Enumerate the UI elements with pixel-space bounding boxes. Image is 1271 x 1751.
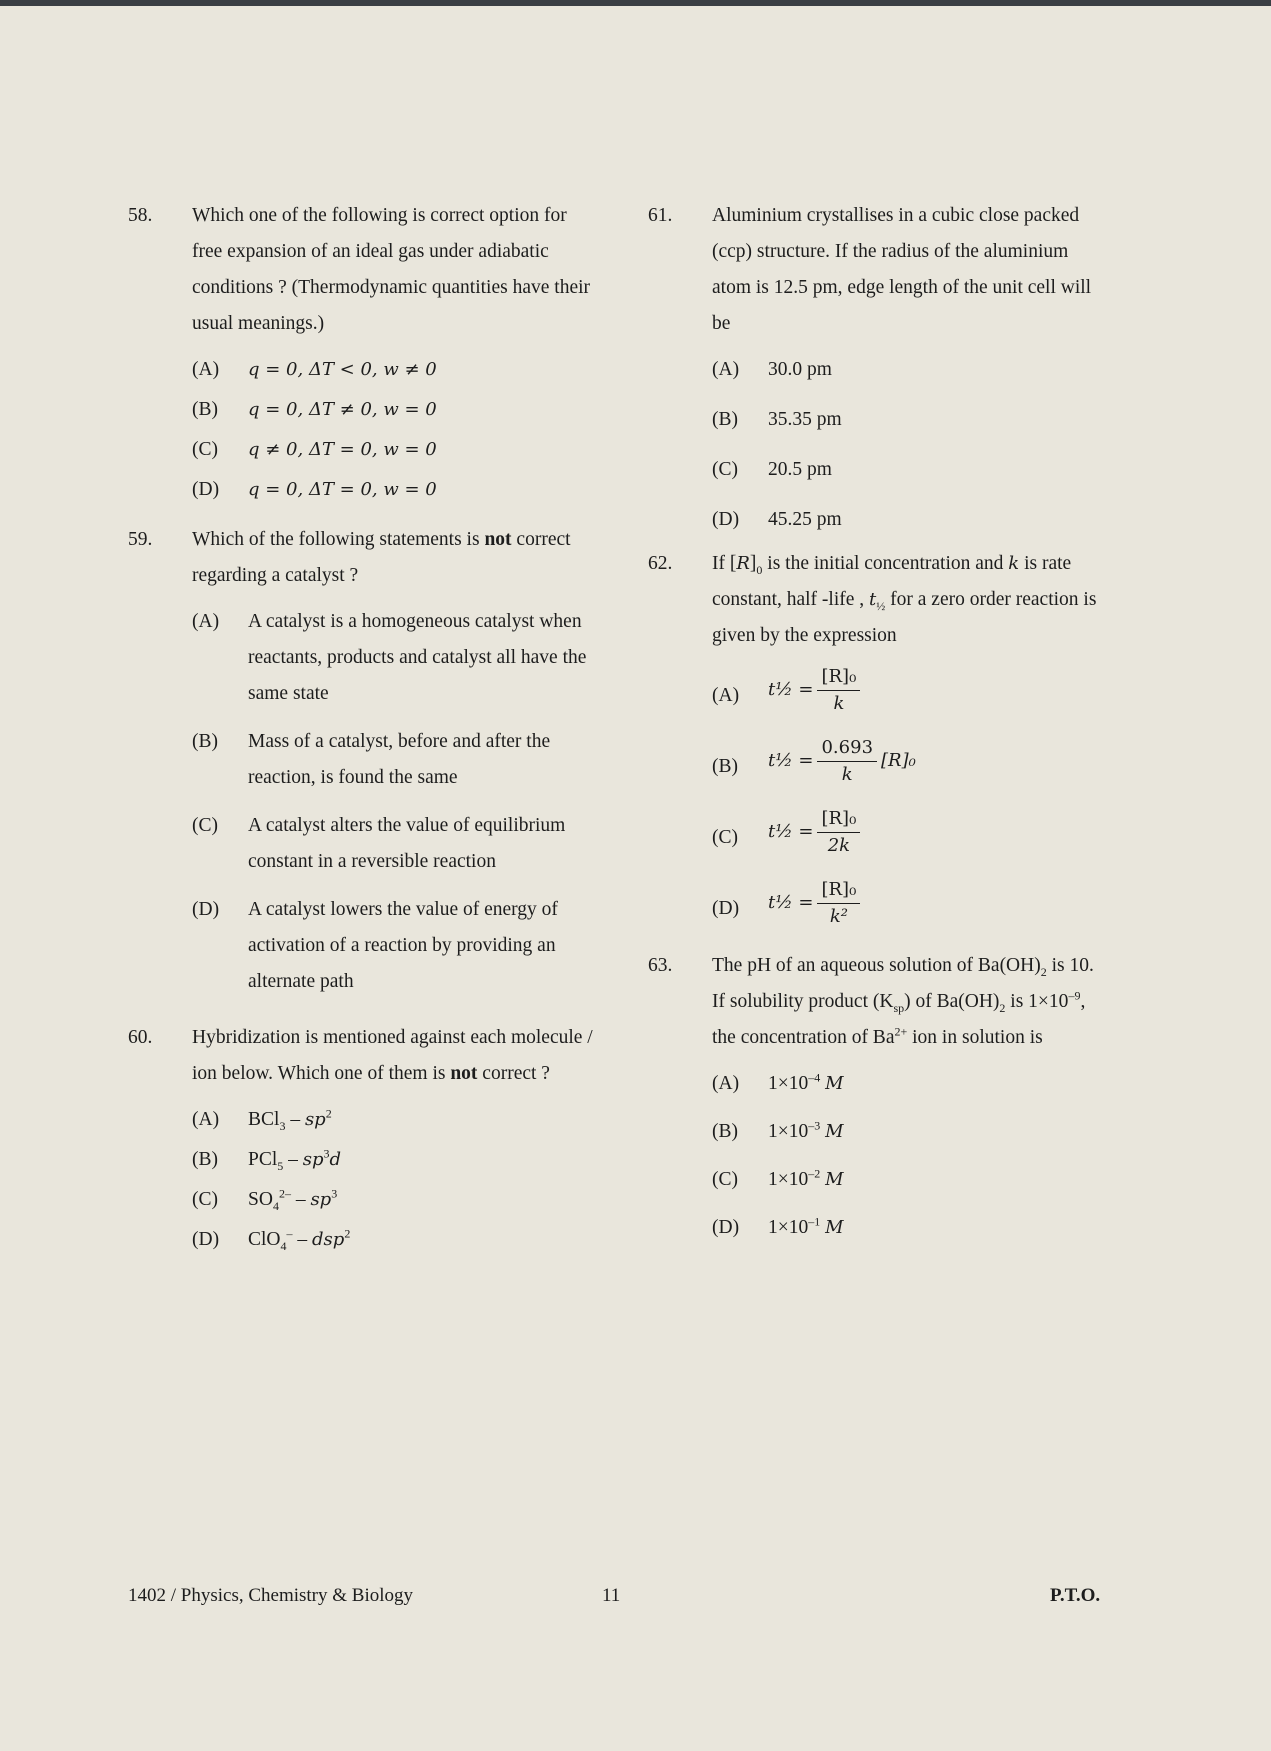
value-exponent: –1	[808, 1214, 821, 1229]
emphasis-not: not	[484, 529, 512, 550]
option-text: Mass of a catalyst, before and after the reaction, is found the same	[248, 731, 551, 788]
equation-lhs: t½ =	[768, 820, 814, 842]
option-label: (A)	[712, 1073, 740, 1094]
option-label: (D)	[192, 1229, 220, 1250]
option-text: q = 0, ΔT < 0, w ≠ 0	[248, 359, 437, 380]
value-base: 1×10	[768, 1121, 809, 1142]
question-63	[648, 948, 1108, 1246]
question-number: 60.	[128, 1027, 153, 1048]
equation-lhs: t½ =	[768, 678, 814, 700]
text-part: ion in solution is	[907, 1027, 1043, 1048]
superscript: 2+	[894, 1024, 908, 1039]
option-label: (D)	[712, 509, 740, 530]
option-b	[192, 724, 598, 796]
hybridization: sp	[302, 1149, 324, 1170]
options	[192, 352, 598, 508]
fraction	[817, 877, 860, 930]
value-base: 1×10	[768, 1217, 809, 1238]
symbol-k: k	[1008, 553, 1020, 574]
option-label: (B)	[712, 756, 738, 777]
equation-lhs: t½ =	[768, 891, 814, 913]
separator: –	[290, 1189, 311, 1210]
option-a	[192, 352, 598, 388]
hybridization-superscript: 2	[325, 1106, 332, 1121]
denominator: k	[841, 764, 853, 785]
option-text: 30.0 pm	[768, 359, 832, 380]
option-c	[192, 1182, 598, 1218]
options	[712, 352, 1108, 538]
text-part: Which of the following statements is	[192, 529, 485, 550]
hybridization: dsp	[312, 1229, 345, 1250]
question-62	[648, 546, 1108, 930]
option-a	[192, 1102, 598, 1138]
value-base: 1×10	[768, 1169, 809, 1190]
question-text	[712, 546, 1108, 654]
subscript-zero: 0	[756, 562, 763, 577]
text-part: Hybridization is mentioned against each molecule / ion below. Which one of them is	[192, 1027, 593, 1084]
option-label: (B)	[192, 399, 218, 420]
text-part: The pH of an aqueous solution of Ba(OH)	[712, 955, 1041, 976]
formula: SO	[248, 1189, 273, 1210]
option-a	[712, 1066, 1108, 1102]
value-unit: M	[825, 1121, 844, 1142]
hybridization: sp	[310, 1189, 332, 1210]
option-label: (A)	[712, 359, 740, 380]
formula-subscript: 5	[277, 1158, 284, 1173]
option-label: (D)	[712, 898, 740, 919]
option-c	[712, 452, 1108, 488]
option-text: A catalyst lowers the value of energy of activation of a reaction by providing an alternate path	[248, 899, 558, 992]
option-label: (C)	[192, 439, 218, 460]
formula-subscript: 4	[272, 1198, 279, 1213]
fraction	[817, 735, 877, 788]
question-number: 58.	[128, 205, 153, 226]
option-d	[192, 892, 598, 1000]
option-a	[712, 352, 1108, 388]
option-c	[712, 806, 1108, 859]
fraction	[817, 664, 860, 717]
text-part: is 10. If solubility product (K	[712, 955, 1094, 1012]
footer-pto: P.T.O.	[1050, 1585, 1101, 1606]
left-column	[128, 198, 598, 1262]
options	[712, 1066, 1108, 1246]
text-part: is the initial concentration and	[762, 553, 1009, 574]
option-label: (C)	[712, 1169, 738, 1190]
question-number: 62.	[648, 553, 673, 574]
numerator: 0.693	[817, 735, 877, 762]
value-base: 1×10	[768, 1073, 809, 1094]
value-exponent: –3	[808, 1118, 821, 1133]
option-label: (D)	[712, 1217, 740, 1238]
option-text: q = 0, ΔT ≠ 0, w = 0	[248, 399, 437, 420]
equation-tail: [R]₀	[881, 749, 916, 771]
option-label: (D)	[192, 479, 220, 500]
footer-page-number: 11	[602, 1585, 621, 1606]
text-part: is rate constant, half -life ,	[712, 553, 1072, 610]
option-label: (B)	[192, 731, 218, 752]
options	[712, 664, 1108, 930]
value-unit: M	[825, 1073, 844, 1094]
question-61	[648, 198, 1108, 538]
numerator: [R]₀	[817, 806, 860, 833]
hybridization-tail: d	[329, 1149, 342, 1170]
option-c	[712, 1162, 1108, 1198]
question-text	[192, 1020, 598, 1092]
option-label: (C)	[192, 815, 218, 836]
formula: ClO	[248, 1229, 281, 1250]
question-number: 61.	[648, 205, 673, 226]
option-d	[712, 877, 1108, 930]
page-top-edge	[0, 0, 1271, 6]
superscript: –9	[1068, 988, 1081, 1003]
formula-subscript: 3	[279, 1118, 286, 1133]
option-b	[712, 402, 1108, 438]
right-column	[648, 198, 1108, 1250]
option-text: A catalyst alters the value of equilibrium constant in a reversible reaction	[248, 815, 566, 872]
option-label: (B)	[712, 409, 738, 430]
question-text	[192, 522, 598, 594]
value-exponent: –4	[808, 1070, 821, 1085]
subscript: 2	[999, 1000, 1006, 1015]
formula: PCl	[248, 1149, 278, 1170]
option-label: (B)	[192, 1149, 218, 1170]
question-58	[128, 198, 598, 508]
option-b	[192, 392, 598, 428]
value-exponent: –2	[808, 1166, 821, 1181]
question-number: 59.	[128, 529, 153, 550]
symbol-t: t	[869, 589, 877, 610]
options	[192, 1102, 598, 1258]
option-c	[192, 808, 598, 880]
option-text: q ≠ 0, ΔT = 0, w = 0	[248, 439, 437, 460]
text-part: ]	[749, 553, 757, 574]
option-label: (C)	[712, 459, 738, 480]
subscript-half: ½	[876, 598, 886, 613]
text-part: is 1×10	[1005, 991, 1069, 1012]
text-part: for a zero order reaction is given by the expression	[712, 589, 1097, 646]
option-label: (C)	[712, 827, 738, 848]
footer-paper-code: 1402 / Physics, Chemistry & Biology	[128, 1585, 414, 1606]
hybridization: sp	[304, 1109, 326, 1130]
hybridization-superscript: 3	[323, 1146, 330, 1161]
options	[192, 604, 598, 1000]
symbol-r: R	[736, 553, 750, 574]
equation-lhs: t½ =	[768, 749, 814, 771]
option-label: (D)	[192, 899, 220, 920]
question-number: 63.	[648, 955, 673, 976]
text-part: correct regarding a catalyst ?	[192, 529, 571, 586]
hybridization-superscript: 3	[331, 1186, 338, 1201]
denominator: 2k	[827, 835, 851, 856]
separator: –	[285, 1109, 305, 1130]
denominator: k²	[829, 906, 848, 927]
formula: BCl	[248, 1109, 280, 1130]
separator: –	[292, 1229, 313, 1250]
option-text: 45.25 pm	[768, 509, 842, 530]
option-a	[712, 664, 1108, 717]
numerator: [R]₀	[817, 877, 860, 904]
option-label: (A)	[712, 685, 740, 706]
option-text: q = 0, ΔT = 0, w = 0	[248, 479, 437, 500]
subscript: 2	[1040, 964, 1047, 979]
separator: –	[283, 1149, 303, 1170]
question-60	[128, 1020, 598, 1258]
option-c	[192, 432, 598, 468]
option-d	[192, 1222, 598, 1258]
option-b	[192, 1142, 598, 1178]
subscript: sp	[893, 1000, 905, 1015]
question-text: Which one of the following is correct option for free expansion of an ideal gas under adiabatic conditions ? (Thermodynamic quantities have their usual meanings.)	[192, 205, 591, 334]
option-text: 35.35 pm	[768, 409, 842, 430]
option-label: (C)	[192, 1189, 218, 1210]
formula-charge: 2–	[278, 1186, 291, 1201]
text-part: ) of Ba(OH)	[904, 991, 1000, 1012]
option-d	[192, 472, 598, 508]
fraction	[817, 806, 860, 859]
emphasis-not: not	[450, 1063, 478, 1084]
option-label: (B)	[712, 1121, 738, 1142]
numerator: [R]₀	[817, 664, 860, 691]
text-part: If [	[712, 553, 737, 574]
option-text: A catalyst is a homogeneous catalyst when reactants, products and catalyst all have the same state	[248, 611, 587, 704]
option-a	[192, 604, 598, 712]
formula-charge: –	[286, 1226, 293, 1241]
formula-subscript: 4	[280, 1238, 287, 1253]
text-part: , the concentration of Ba	[712, 991, 1086, 1048]
option-label: (A)	[192, 359, 220, 380]
option-text: 20.5 pm	[768, 459, 832, 480]
option-b	[712, 1114, 1108, 1150]
question-59	[128, 522, 598, 1000]
text-part: correct ?	[477, 1063, 550, 1084]
question-text: Aluminium crystallises in a cubic close packed (ccp) structure. If the radius of the aluminium atom is 12.5 pm, edge length of the unit cell will be	[712, 205, 1092, 334]
option-d	[712, 502, 1108, 538]
option-label: (A)	[192, 611, 220, 632]
value-unit: M	[825, 1169, 844, 1190]
hybridization-superscript: 2	[344, 1226, 351, 1241]
denominator: k	[833, 693, 845, 714]
option-b	[712, 735, 1108, 788]
option-d	[712, 1210, 1108, 1246]
option-label: (A)	[192, 1109, 220, 1130]
question-text	[712, 948, 1108, 1056]
value-unit: M	[825, 1217, 844, 1238]
